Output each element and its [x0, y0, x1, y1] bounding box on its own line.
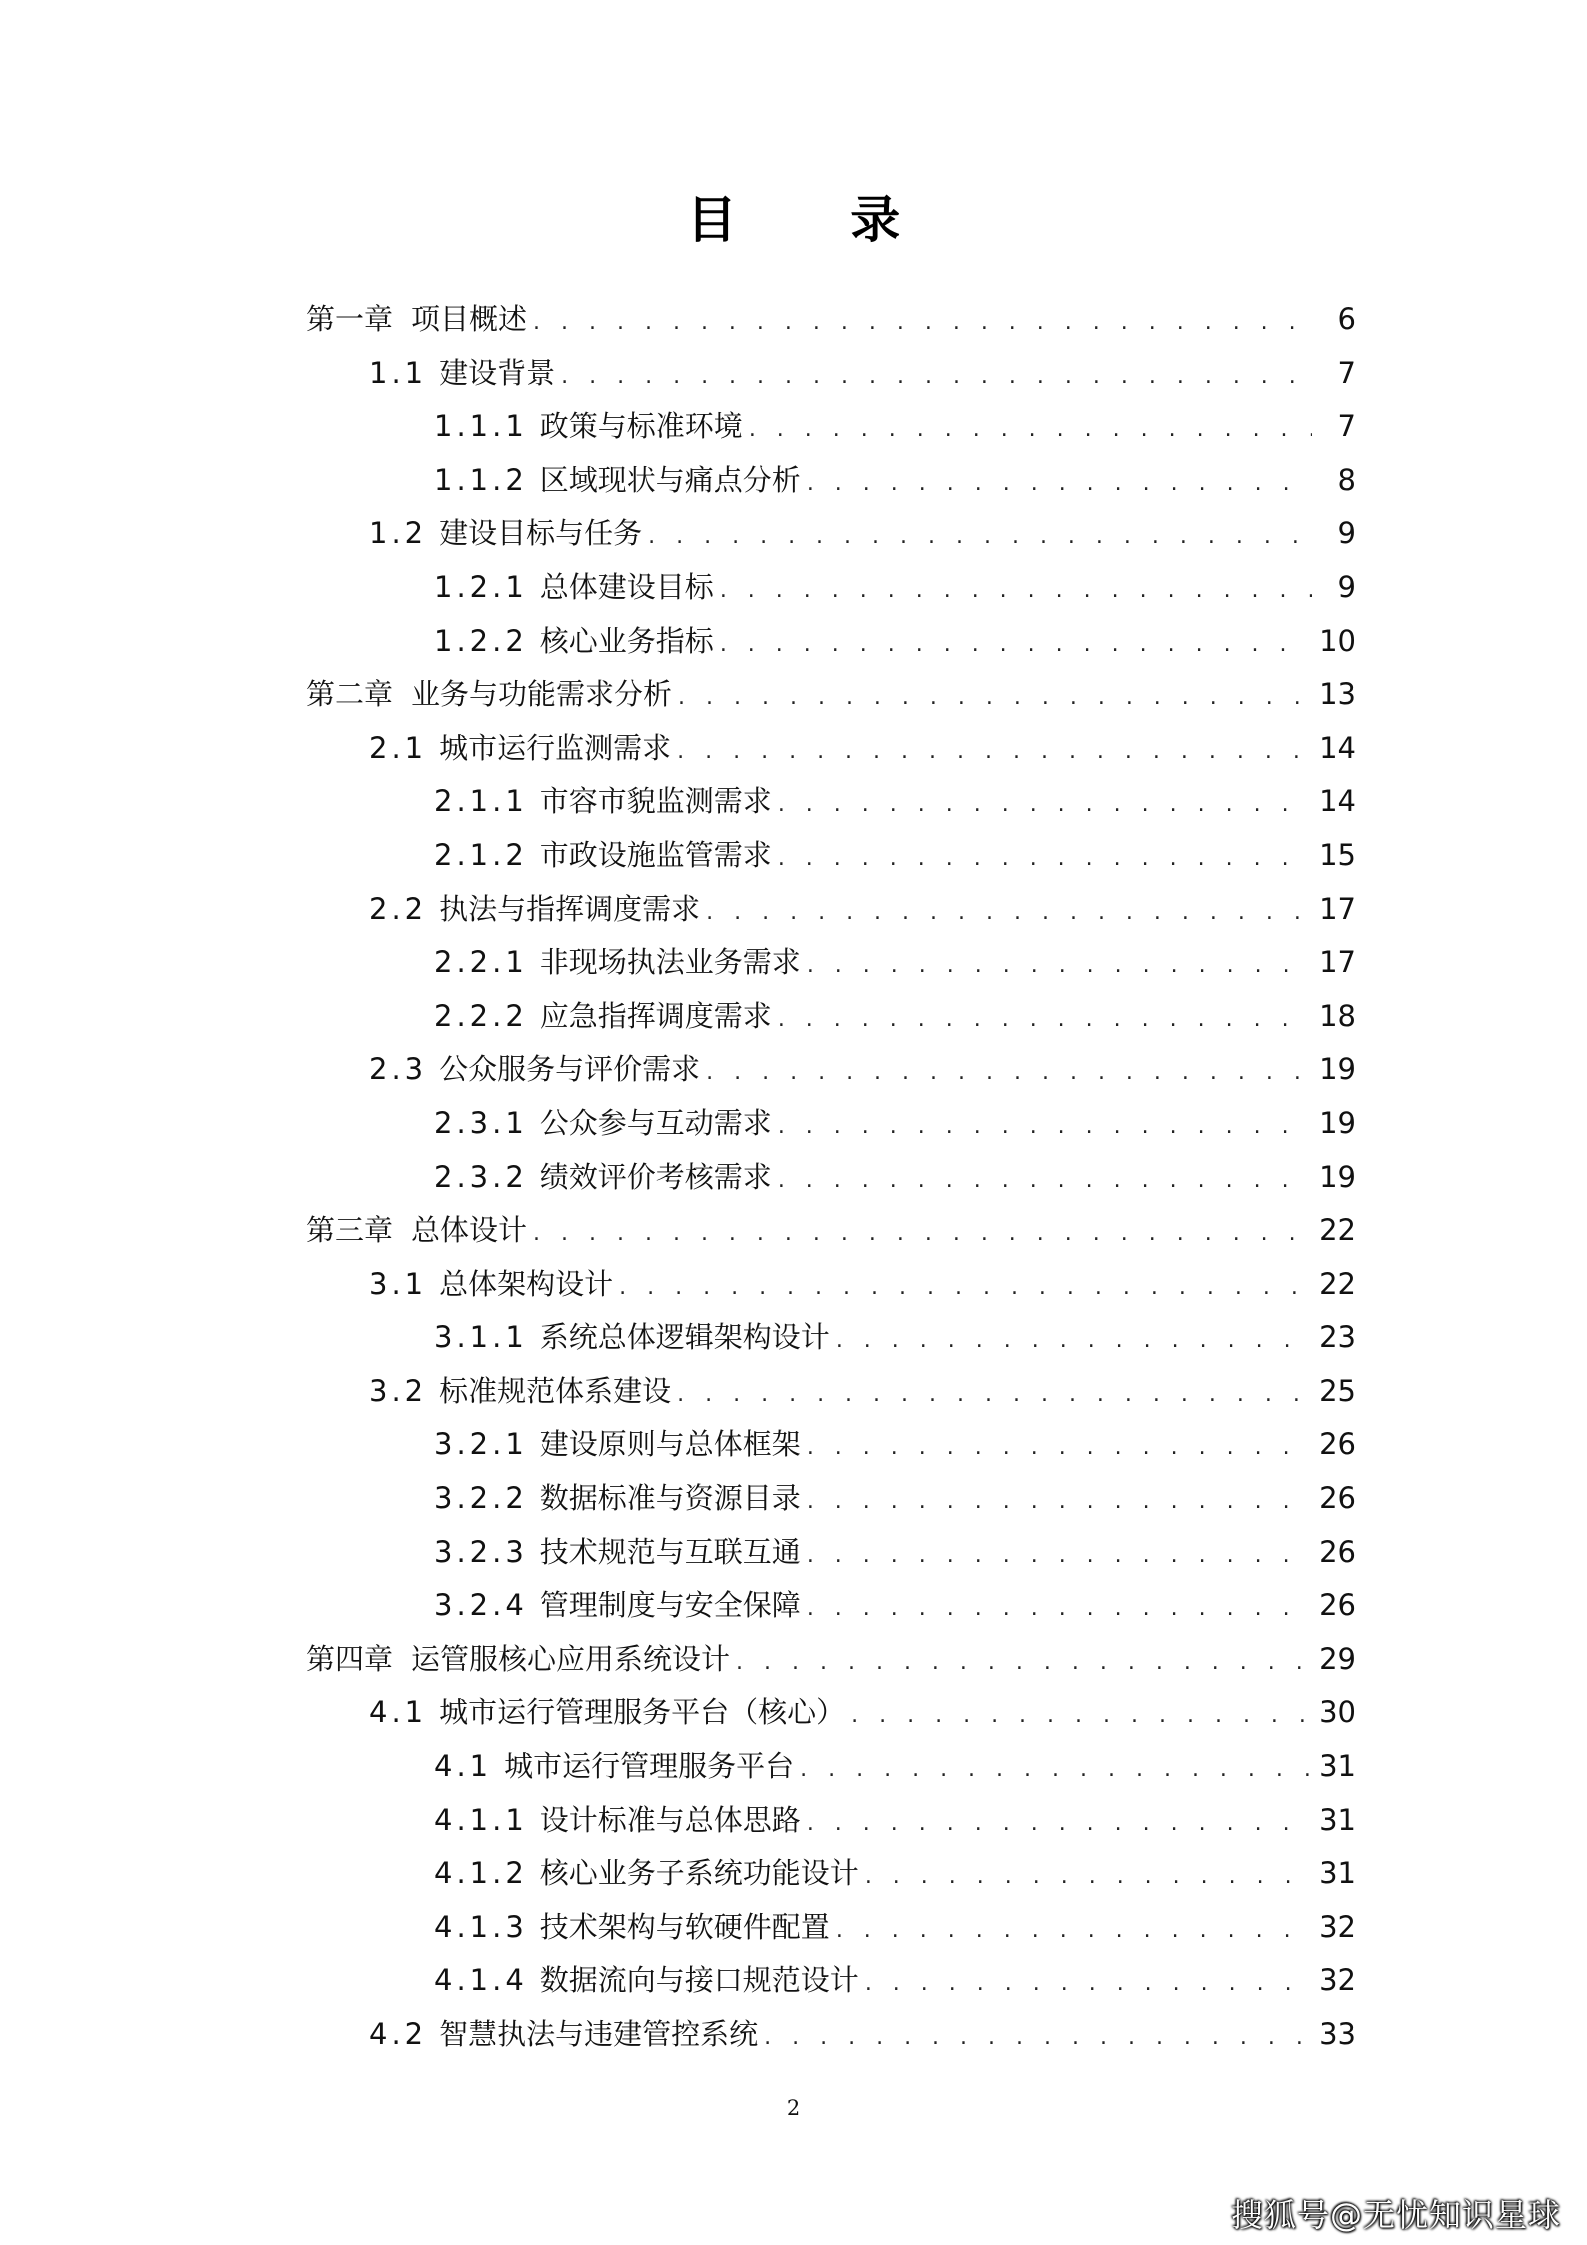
toc-entry[interactable]	[306, 400, 1356, 454]
toc-entry-page: 9	[1337, 516, 1356, 551]
toc-entry-title: 总体架构设计	[439, 1266, 614, 1301]
toc-entry[interactable]	[306, 1151, 1356, 1205]
toc-entry-number: 3.2.2	[434, 1481, 528, 1516]
toc-dot-leader	[720, 618, 1309, 672]
toc-dot-leader	[865, 1957, 1309, 2011]
toc-entry-title: 建设背景	[439, 355, 556, 390]
toc-entry[interactable]	[306, 1258, 1356, 1312]
toc-entry-number: 第四章	[306, 1641, 394, 1676]
toc-entry-number: 3.2.4	[434, 1588, 528, 1623]
toc-dot-leader	[807, 1582, 1309, 1636]
toc-entry-page: 31	[1319, 1802, 1356, 1837]
toc-entry-number: 4.1.2	[434, 1856, 528, 1891]
toc-entry-title: 公众参与互动需求	[539, 1105, 772, 1140]
toc-dot-leader	[800, 1743, 1309, 1797]
toc-entry-page: 7	[1337, 409, 1356, 444]
toc-dot-leader	[851, 1689, 1309, 1743]
toc-dot-leader	[533, 1207, 1309, 1261]
toc-entry-page: 14	[1319, 784, 1356, 819]
toc-entry-number: 1.2.1	[434, 569, 528, 604]
toc-entry[interactable]	[306, 1901, 1356, 1955]
toc-entry-title: 运管服核心应用系统设计	[411, 1641, 731, 1676]
toc-entry[interactable]	[306, 561, 1356, 615]
toc-entry-number: 2.1	[369, 730, 428, 765]
toc-entry-title: 项目概述	[411, 302, 528, 336]
toc-entry[interactable]	[306, 1418, 1356, 1472]
toc-entry-title: 总体设计	[411, 1213, 528, 1248]
toc-entry-page: 17	[1319, 891, 1356, 926]
toc-entry-title: 执法与指挥调度需求	[439, 891, 701, 926]
toc-dot-leader	[865, 1850, 1309, 1904]
toc-dot-leader	[778, 1154, 1309, 1208]
toc-entry[interactable]	[306, 722, 1356, 776]
toc-dot-leader	[677, 1368, 1309, 1422]
toc-entry-title: 市政设施监管需求	[539, 837, 772, 872]
toc-entry-title: 市容市貌监测需求	[539, 784, 772, 819]
toc-entry-number: 3.1.1	[434, 1320, 528, 1355]
toc-entry-page: 9	[1337, 569, 1356, 604]
toc-dot-leader	[807, 1475, 1309, 1529]
toc-dot-leader	[807, 457, 1312, 511]
toc-entry-title: 核心业务指标	[539, 623, 714, 658]
toc-entry[interactable]	[306, 990, 1356, 1044]
toc-entry-page: 32	[1319, 1963, 1356, 1998]
toc-entry[interactable]	[306, 936, 1356, 990]
toc-entry-title: 总体建设目标	[539, 569, 714, 604]
toc-entry-number: 4.1	[369, 1695, 428, 1730]
toc-entry-page: 13	[1319, 677, 1356, 712]
toc-entry-number: 4.1.1	[434, 1802, 528, 1837]
toc-entry-title: 城市运行监测需求	[439, 730, 672, 765]
toc-entry-number: 2.2.1	[434, 945, 528, 980]
watermark: 搜狐号@无忧知识星球	[1230, 2196, 1561, 2234]
toc-entry-title: 管理制度与安全保障	[539, 1588, 801, 1623]
toc-entry-title: 系统总体逻辑架构设计	[539, 1320, 830, 1355]
toc-entry-title: 设计标准与总体思路	[539, 1802, 801, 1837]
toc-entry-title: 绩效评价考核需求	[539, 1159, 772, 1194]
toc-dot-leader	[533, 296, 1312, 350]
toc-entry-page: 19	[1319, 1159, 1356, 1194]
toc-dot-leader	[807, 1797, 1309, 1851]
toc-dot-leader	[807, 1529, 1309, 1583]
toc-entry[interactable]	[306, 1794, 1356, 1848]
toc-entry-page: 14	[1319, 730, 1356, 765]
toc-entry[interactable]	[306, 1311, 1356, 1365]
toc-entry-title: 数据标准与资源目录	[539, 1481, 801, 1516]
toc-entry-number: 2.3	[369, 1052, 428, 1087]
toc-dot-leader	[778, 1100, 1309, 1154]
toc-entry-title: 应急指挥调度需求	[539, 998, 772, 1033]
toc-dot-leader	[706, 886, 1309, 940]
toc-entry-page: 6	[1337, 302, 1356, 336]
toc-entry-number: 1.1.2	[434, 462, 528, 497]
toc-entry-title: 业务与功能需求分析	[411, 677, 673, 712]
toc-entry-page: 19	[1319, 1052, 1356, 1087]
toc-dot-leader	[764, 2011, 1309, 2065]
toc-entry-title: 技术规范与互联互通	[539, 1534, 801, 1569]
toc-entry-title: 数据流向与接口规范设计	[539, 1963, 859, 1998]
toc-entry[interactable]	[306, 1526, 1356, 1580]
toc-entry-title: 技术架构与软硬件配置	[539, 1909, 830, 1944]
toc-entry[interactable]	[306, 1954, 1356, 2008]
toc-entry-number: 2.3.1	[434, 1105, 528, 1140]
toc-dot-leader	[778, 778, 1309, 832]
toc-entry-page: 25	[1319, 1373, 1356, 1408]
toc-entry-number: 1.1	[369, 355, 428, 390]
toc-entry[interactable]	[306, 1472, 1356, 1526]
toc-entry[interactable]	[306, 829, 1356, 883]
toc-entry-title: 城市运行管理服务平台	[504, 1749, 795, 1784]
toc-entry-page: 30	[1319, 1695, 1356, 1730]
toc-entry-page: 23	[1319, 1320, 1356, 1355]
toc-list	[306, 293, 1356, 2062]
toc-entry-page: 32	[1319, 1909, 1356, 1944]
toc-entry-page: 15	[1319, 837, 1356, 872]
toc-entry[interactable]	[306, 454, 1356, 508]
toc-dot-leader	[648, 510, 1312, 564]
toc-entry-page: 10	[1319, 623, 1356, 658]
toc-entry[interactable]	[306, 507, 1356, 561]
toc-dot-leader	[619, 1261, 1309, 1315]
toc-entry-number: 4.1.3	[434, 1909, 528, 1944]
toc-entry-number: 第一章	[306, 302, 394, 336]
toc-entry-number: 2.2.2	[434, 998, 528, 1033]
toc-dot-leader	[778, 832, 1309, 886]
toc-dot-leader	[736, 1636, 1309, 1690]
toc-dot-leader	[677, 725, 1309, 779]
toc-entry-page: 26	[1319, 1588, 1356, 1623]
toc-entry-page: 31	[1319, 1856, 1356, 1891]
toc-entry-page: 22	[1319, 1213, 1356, 1248]
toc-entry[interactable]	[306, 1365, 1356, 1419]
toc-entry-number: 4.2	[369, 2017, 428, 2051]
toc-entry-number: 3.2	[369, 1373, 428, 1408]
toc-entry-page: 26	[1319, 1427, 1356, 1462]
toc-dot-leader	[749, 403, 1312, 457]
toc-entry-title: 非现场执法业务需求	[539, 945, 801, 980]
toc-dot-leader	[807, 1421, 1309, 1475]
toc-entry-number: 4.1.4	[434, 1963, 528, 1998]
toc-entry-number: 2.3.2	[434, 1159, 528, 1194]
toc-entry[interactable]	[306, 1847, 1356, 1901]
toc-entry-page: 19	[1319, 1105, 1356, 1140]
toc-entry[interactable]	[306, 1740, 1356, 1794]
toc-title: 目 录	[686, 191, 949, 249]
toc-entry-title: 城市运行管理服务平台（核心）	[439, 1695, 846, 1730]
toc-entry-number: 1.2	[369, 516, 428, 551]
toc-entry-page: 22	[1319, 1266, 1356, 1301]
toc-entry-title: 标准规范体系建设	[439, 1373, 672, 1408]
toc-entry-number: 2.1.1	[434, 784, 528, 819]
toc-entry[interactable]	[306, 2008, 1356, 2062]
toc-entry-number: 1.1.1	[434, 409, 528, 444]
toc-entry-title: 建设目标与任务	[439, 516, 643, 551]
toc-dot-leader	[678, 671, 1309, 725]
toc-dot-leader	[778, 993, 1309, 1047]
toc-dot-leader	[720, 564, 1312, 618]
toc-entry[interactable]	[306, 1633, 1356, 1687]
page-number: 2	[786, 2096, 801, 2120]
toc-dot-leader	[836, 1314, 1309, 1368]
toc-entry-number: 1.2.2	[434, 623, 528, 658]
toc-entry-number: 2.2	[369, 891, 428, 926]
toc-dot-leader	[836, 1904, 1309, 1958]
toc-entry-page: 18	[1319, 998, 1356, 1033]
toc-entry-page: 17	[1319, 945, 1356, 980]
toc-entry-page: 26	[1319, 1481, 1356, 1516]
toc-entry-page: 7	[1337, 355, 1356, 390]
toc-entry[interactable]	[306, 293, 1356, 347]
toc-entry-page: 33	[1319, 2017, 1356, 2051]
toc-dot-leader	[807, 939, 1309, 993]
toc-entry-page: 29	[1319, 1641, 1356, 1676]
toc-entry-title: 核心业务子系统功能设计	[539, 1856, 859, 1891]
toc-entry-title: 区域现状与痛点分析	[539, 462, 801, 497]
toc-entry-title: 政策与标准环境	[539, 409, 743, 444]
toc-entry[interactable]	[306, 883, 1356, 937]
toc-entry-title: 智慧执法与违建管控系统	[439, 2017, 759, 2051]
toc-entry-number: 第三章	[306, 1213, 394, 1248]
toc-dot-leader	[706, 1046, 1309, 1100]
toc-entry-number: 4.1	[434, 1749, 493, 1784]
toc-entry-number: 3.2.1	[434, 1427, 528, 1462]
toc-entry-title: 建设原则与总体框架	[539, 1427, 801, 1462]
toc-entry[interactable]	[306, 668, 1356, 722]
toc-entry-number: 2.1.2	[434, 837, 528, 872]
toc-entry[interactable]	[306, 347, 1356, 401]
toc-entry-number: 第二章	[306, 677, 394, 712]
toc-dot-leader	[561, 350, 1312, 404]
toc-entry-page: 8	[1337, 462, 1356, 497]
toc-entry-page: 26	[1319, 1534, 1356, 1569]
toc-entry[interactable]	[306, 1097, 1356, 1151]
toc-entry-page: 31	[1319, 1749, 1356, 1784]
toc-entry[interactable]	[306, 1579, 1356, 1633]
toc-entry-number: 3.1	[369, 1266, 428, 1301]
toc-entry[interactable]	[306, 1204, 1356, 1258]
toc-entry-number: 3.2.3	[434, 1534, 528, 1569]
toc-entry[interactable]	[306, 775, 1356, 829]
toc-entry[interactable]	[306, 1043, 1356, 1097]
toc-entry[interactable]	[306, 1686, 1356, 1740]
toc-entry-title: 公众服务与评价需求	[439, 1052, 701, 1087]
toc-entry[interactable]	[306, 615, 1356, 669]
